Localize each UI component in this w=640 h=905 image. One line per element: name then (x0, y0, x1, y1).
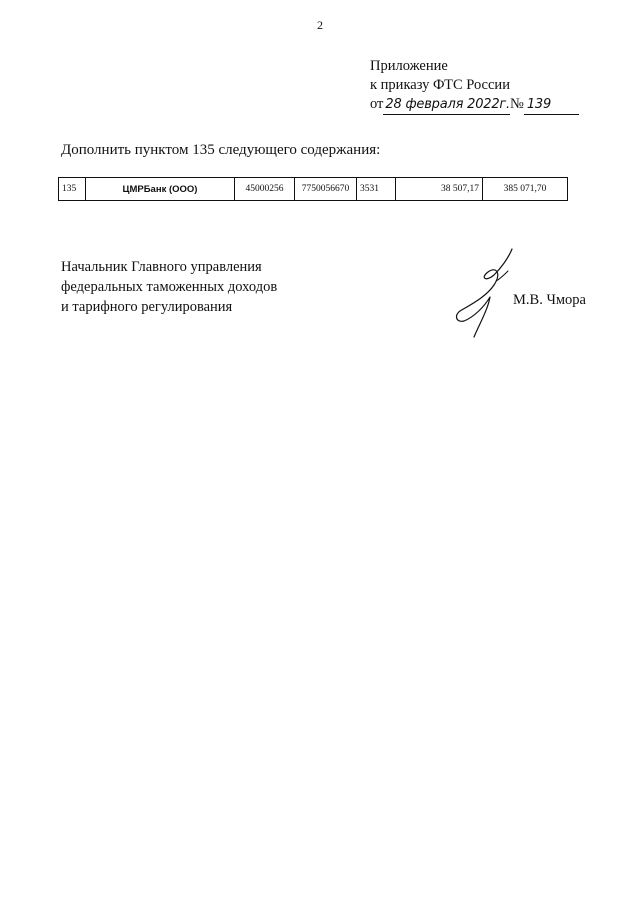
table-cell-bank-name: ЦМРБанк (ООО) (86, 178, 235, 201)
appendix-title: Приложение (370, 58, 448, 74)
appendix-date: 28 февраля 2022г. (383, 95, 510, 115)
table-cell-code: 45000256 (235, 178, 295, 201)
position-line-1: Начальник Главного управления (61, 259, 262, 275)
table-cell-license: 3531 (357, 178, 396, 201)
signer-name: М.В. Чмора (513, 292, 586, 308)
page-number: 2 (317, 18, 323, 32)
intro-text: Дополнить пунктом 135 следующего содержания: (61, 142, 381, 158)
table-cell-inn: 7750056670 (295, 178, 357, 201)
signatory-position (61, 257, 277, 317)
position-line-2: федеральных таможенных доходов (61, 279, 278, 295)
table-row (59, 178, 568, 201)
table-cell-amount-2: 385 071,70 (483, 178, 568, 201)
table-cell-item-number: 135 (59, 178, 86, 201)
appendix-number-sign: № (509, 96, 524, 112)
position-line-3: и тарифного регулирования (61, 299, 233, 315)
appendix-number: 139 (524, 95, 579, 115)
appendix-header (370, 57, 579, 115)
bank-table (58, 177, 568, 201)
appendix-from-prefix: от (370, 96, 384, 112)
table-cell-amount-1: 38 507,17 (396, 178, 483, 201)
appendix-date-line (370, 95, 579, 115)
appendix-order-reference: к приказу ФТС России (370, 77, 510, 93)
